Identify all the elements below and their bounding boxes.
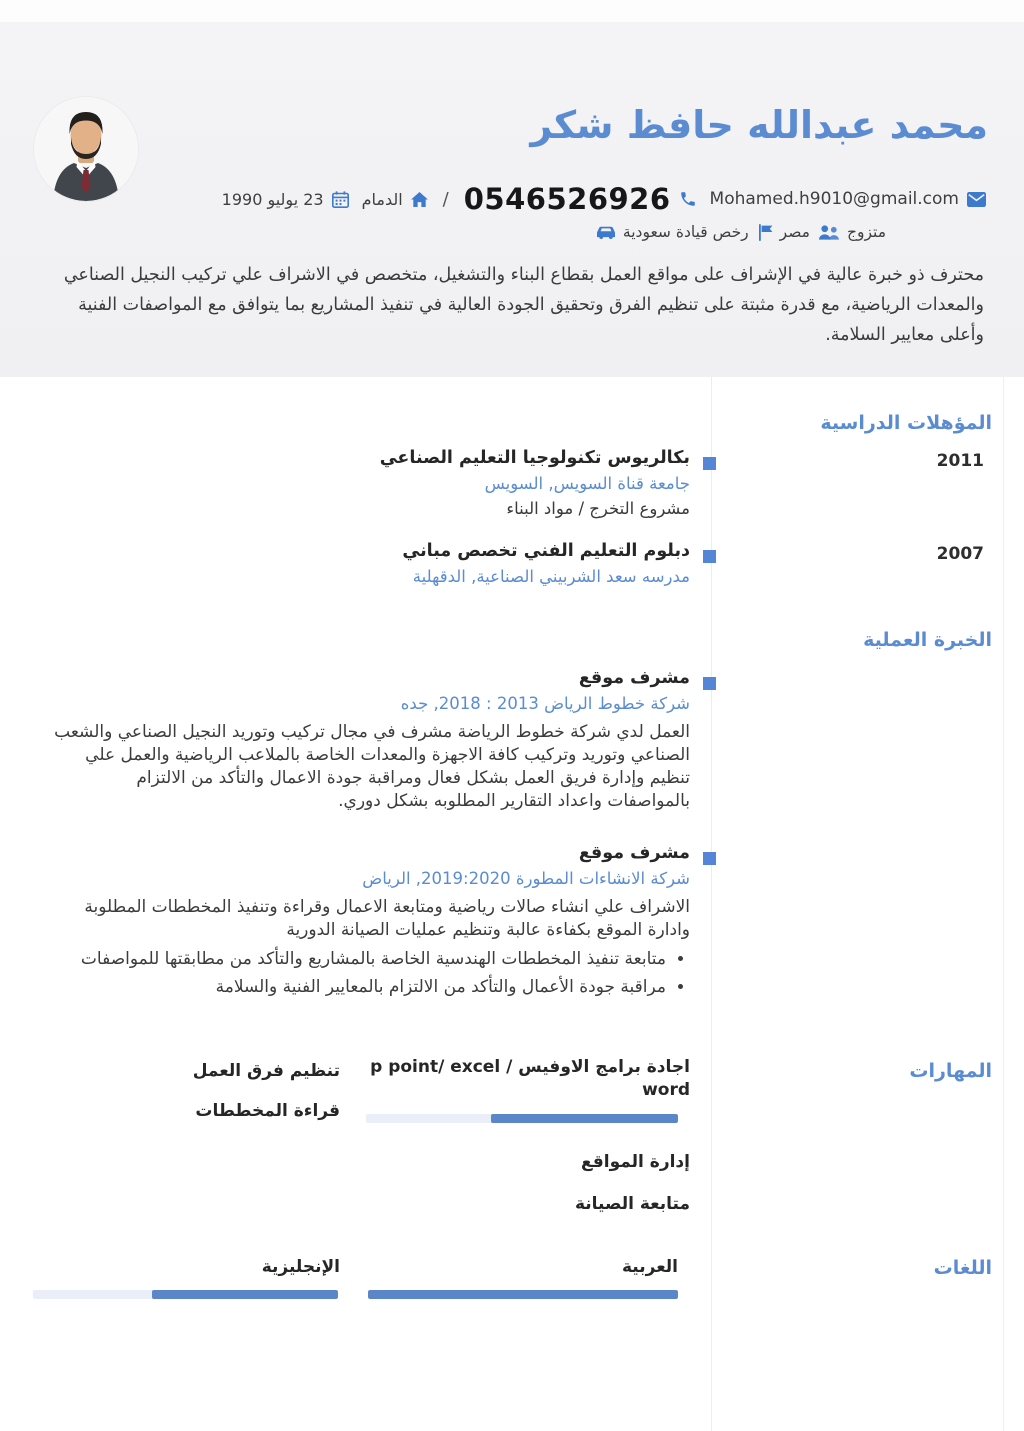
job-bullet-list: [52, 948, 690, 999]
experience-entry: [52, 843, 690, 1004]
timeline-bullet: [703, 677, 716, 690]
language-level-fill: [368, 1290, 678, 1299]
education-year: 2011: [936, 451, 984, 471]
header-banner: [0, 22, 1024, 377]
marital-value: متزوج: [846, 223, 886, 241]
profile-summary: محترف ذو خبرة عالية في الإشراف على مواقع العمل بقطاع البناء والتشغيل، متخصص في الاشراف علي تركيب النجيل الصناعي والمعدات الرياضية، مع قدرة مثبتة على تنظيم الفرق وتحقيق الجودة العالية في تنفيذ المشاريع بما يتوافق مع المواصفات الفنية وأعلى معايير السلامة.: [63, 265, 984, 346]
education-year: 2007: [936, 544, 984, 564]
skill-item-office: [360, 1056, 690, 1123]
section-title-experience: الخبرة العملية: [863, 629, 992, 651]
city-value: الدمام: [361, 189, 403, 209]
education-entry: [90, 448, 690, 518]
skill-item: قراءة المخططات: [195, 1101, 340, 1121]
phone-item: [464, 182, 697, 216]
license-value: رخص قيادة سعودية: [622, 223, 749, 241]
experience-entry: [52, 668, 690, 813]
language-label-arabic: العربية: [621, 1257, 678, 1277]
contact-row: [222, 182, 986, 216]
section-title-skills: المهارات: [909, 1060, 992, 1082]
timeline-bullet: [703, 550, 716, 563]
phone-value: 0546526926: [463, 182, 671, 216]
job-description: العمل لدي شركة خطوط الرياضة مشرف في مجال تركيب وتوريد النجيل الصناعي والشعب الصناعي وتوريد وتركيب كافة الاجهزة والمعدات الخاصة بالملاعب الرياضية والعمل علي تنظيم وإدارة فريق العمل بشكل فعال ومراقبة جودة الاعمال والتأكد من الالتزام بالمواصفات واعداد التقارير المطلوبه بشكل دوري.: [54, 722, 690, 811]
car-icon: [596, 224, 616, 240]
birthdate-value: 23 يوليو 1990: [221, 189, 324, 209]
flag-icon: [758, 224, 773, 241]
language-level-fill: [152, 1290, 338, 1299]
details-row: [596, 223, 886, 241]
section-title-languages: اللغات: [933, 1257, 992, 1279]
job-bullet: • متابعة تنفيذ المخططات الهندسية الخاصة بالمشاريع والتأكد من مطابقتها للمواصفات: [52, 948, 666, 971]
page-edge-line: [1003, 377, 1004, 1431]
top-strip: [0, 0, 1024, 22]
skill-level-fill: [491, 1114, 678, 1123]
skill-item: إدارة المواقع: [581, 1152, 690, 1172]
timeline-bullet: [703, 852, 716, 865]
skill-item: متابعة الصيانة: [574, 1194, 690, 1214]
job-title: مشرف موقع: [578, 843, 690, 863]
birthdate-item: [222, 190, 349, 209]
profile-photo: [34, 97, 138, 201]
person-photo-illustration: [34, 97, 138, 201]
marital-item: [819, 223, 886, 241]
language-level-bar-arabic: [368, 1290, 678, 1299]
separator-slash: /: [442, 188, 449, 210]
school-name: مدرسه سعد الشربيني الصناعية, الدقهلية: [412, 567, 690, 586]
country-item: [758, 223, 810, 241]
degree-title: دبلوم التعليم الفني تخصص مباني: [402, 541, 690, 561]
language-label-english: الإنجليزية: [261, 1257, 340, 1277]
calendar-icon: [332, 191, 349, 208]
phone-icon: [679, 190, 697, 208]
company-line: شركة خطوط الرياض 2013 : 2018, جده: [400, 694, 690, 713]
candidate-name: محمد عبدالله حافظ شكر: [530, 103, 988, 147]
skill-label: اجادة برامج الاوفيس p point/ excel / word: [370, 1057, 690, 1100]
timeline-bullet: [703, 457, 716, 470]
job-bullet: • مراقبة جودة الأعمال والتأكد من الالتزام بالمعايير الفنية والسلامة: [52, 976, 666, 999]
job-description: الاشراف علي انشاء صالات رياضية ومتابعة الاعمال وقراءة وتنفيذ المخططات المطلوبة وادارة الموقع بكفاءة عالبة وتنظيم عمليات الصيانة الدورية: [84, 897, 690, 940]
degree-note: مشروع التخرج / مواد البناء: [506, 499, 690, 518]
job-title: مشرف موقع: [578, 668, 690, 688]
degree-title: بكالريوس تكنولوجيا التعليم الصناعي: [379, 448, 690, 468]
city-item: [362, 190, 428, 209]
home-icon: [411, 192, 428, 207]
timeline-divider: [711, 377, 712, 1431]
school-name: جامعة قناة السويس, السويس: [484, 474, 690, 493]
email-value: Mohamed.h9010@gmail.com: [709, 189, 959, 209]
section-title-education: المؤهلات الدراسية: [820, 412, 992, 434]
education-entry: [90, 541, 690, 592]
envelope-icon: [967, 192, 986, 207]
country-value: مصر: [779, 223, 810, 241]
email-item: [710, 189, 986, 209]
people-icon: [819, 225, 840, 240]
language-level-bar-english: [33, 1290, 338, 1299]
license-item: [596, 223, 749, 241]
company-line: شركة الانشاءات المطورة 2019:2020, الرياض: [362, 869, 690, 888]
skill-level-bar: [366, 1114, 678, 1123]
skill-item: تنظيم فرق العمل: [192, 1061, 340, 1081]
